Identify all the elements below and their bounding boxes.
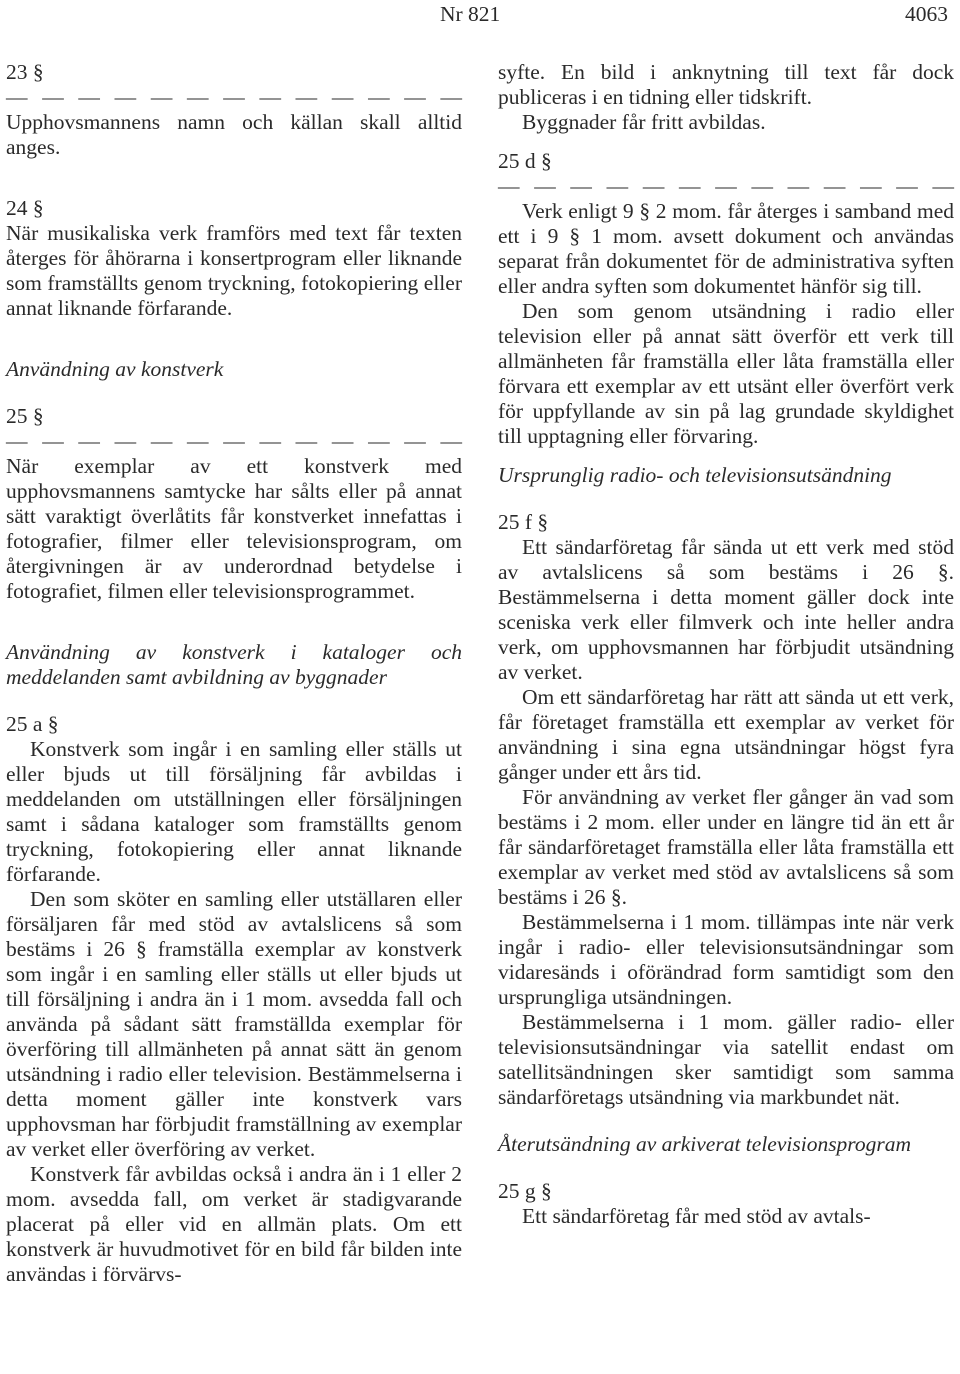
paragraph: Verk enligt 9 § 2 mom. får återges i samband med ett i 9 § 1 mom. avsett dokument och användas separat från dokumentet för de administrativa syften eller andra syften som dokumentet hänför sig till. (498, 199, 954, 298)
paragraph: Ett sändarföretag får med stöd av avtals- (522, 1204, 871, 1228)
page-header (0, 0, 960, 30)
paragraph: När musikaliska verk framförs med text får texten återges för åhörarna i konsertprogram eller liknande som framställts genom tryckning, fotokopiering eller annat liknande förfarande. (6, 221, 462, 320)
paragraph: Den som sköter en samling eller utställaren eller försäljaren får med stöd av avtalslicens så som bestäms i 26 § framställa exemplar av konstverk som ingår i en samling eller ställs ut eller bjuds ut till försäljning i andra än i 1 mom. avsedda fall och använda på sådant sätt framställda exemplar för överföring till allmänheten på annat sätt än genom utsändning i radio eller television. Bestämmelserna i detta moment gäller inte konstverk vars upphovsman har förbjudit framställning av exemplar av verket eller överföring av verket. (6, 887, 462, 1161)
paragraph: Konstverk får avbildas också i andra än i 1 eller 2 mom. avsedda fall, om verket är stadigvarande placerat på eller vid en allmän plats. Om ett konstverk är huvudmotivet för en bild får bilden inte användas i förvärvs- (6, 1162, 462, 1286)
paragraph: Ett sändarföretag får sända ut ett verk med stöd av avtalslicens så som bestäms i 26 §. Bestämmelserna i detta moment gäller dock inte sceniska verk eller filmverk och inte heller andra verk, om upphovsmannen har förbjudit utsändning av verket. (498, 535, 954, 684)
spacer (6, 160, 462, 196)
spacer (498, 1157, 954, 1179)
spacer (498, 449, 954, 463)
spacer (6, 604, 462, 640)
section-heading: Användning av konstverk i kataloger och meddelanden samt avbildning av byggnader (6, 640, 462, 689)
paragraph: För användning av verket fler gånger än vad som bestäms i 2 mom. eller under en längre tid än ett år får sändarföretaget framställa eller låta framställa ett exemplar av verket med stöd av avtalslicens så som bestäms i 26 §. (498, 785, 954, 909)
paragraph: Konstverk som ingår i en samling eller ställs ut eller bjuds ut till försäljning får avbildas i meddelanden om utställningen eller försäljningen samt i sådana kataloger som framställts genom tryckning, fotokopiering eller annat liknande förfarande. (6, 737, 462, 886)
paragraph: syfte. En bild i anknytning till text får dock publiceras i en tidning eller tidskrift. (498, 60, 954, 109)
left-column (6, 60, 462, 1287)
right-column (498, 60, 954, 1229)
section-number: 23 § (6, 60, 44, 84)
paragraph: Upphovsmannens namn och källan skall alltid anges. (6, 110, 462, 159)
paragraph: Byggnader får fritt avbildas. (522, 110, 766, 134)
section-number: 25 a § (6, 712, 59, 736)
section-number: 25 g § (498, 1179, 552, 1203)
spacer (498, 135, 954, 149)
paragraph: Om ett sändarföretag har rätt att sända ut ett verk, får företaget framställa ett exemplar av verket för användning i sina egna utsändningar högst fyra gånger under ett års tid. (498, 685, 954, 784)
omission-dashes: — — — — — — — — — — — — — (6, 85, 462, 109)
page-number: 4063 (905, 2, 948, 26)
statute-number: Nr 821 (440, 2, 501, 26)
omission-dashes: — — — — — — — — — — — — — (498, 174, 954, 198)
spacer (6, 690, 462, 712)
spacer (6, 382, 462, 404)
section-number: 25 § (6, 404, 44, 428)
omission-dashes: — — — — — — — — — — — — — (6, 429, 462, 453)
section-heading: Ursprunglig radio- och televisionsutsändning (498, 463, 892, 487)
section-number: 24 § (6, 196, 44, 220)
spacer (498, 488, 954, 510)
section-number: 25 f § (498, 510, 549, 534)
paragraph: Bestämmelserna i 1 mom. tillämpas inte när verk ingår i radio- eller televisionsutsändningar som vidaresänds i oförändrad form samtidigt som den ursprungliga utsändningen. (498, 910, 954, 1009)
section-number: 25 d § (498, 149, 552, 173)
spacer (6, 321, 462, 357)
paragraph: Bestämmelserna i 1 mom. gäller radio- eller televisionsutsändningar via satellit endast om satellitsändningen sker samtidigt som samma sändarföretags utsändning via markbundet nät. (498, 1010, 954, 1109)
section-heading: Användning av konstverk (6, 357, 224, 381)
section-heading: Återutsändning av arkiverat televisionsprogram (498, 1132, 912, 1156)
spacer (498, 1110, 954, 1132)
paragraph: När exemplar av ett konstverk med upphovsmannens samtycke har sålts eller på annat sätt varaktigt överlåtits får konstverket innefattas i fotografier, filmer eller televisionsprogram, om återgivningen är av underordnad betydelse i fotografiet, filmen eller televisionsprogrammet. (6, 454, 462, 603)
paragraph: Den som genom utsändning i radio eller television eller på annat sätt överför ett verk till allmänheten får framställa eller låta framställa eller förvara ett exemplar av ett utsänt eller överfört verk för uppfyllande av sin på lag grundade skyldighet till upptagning eller förvaring. (498, 299, 954, 448)
